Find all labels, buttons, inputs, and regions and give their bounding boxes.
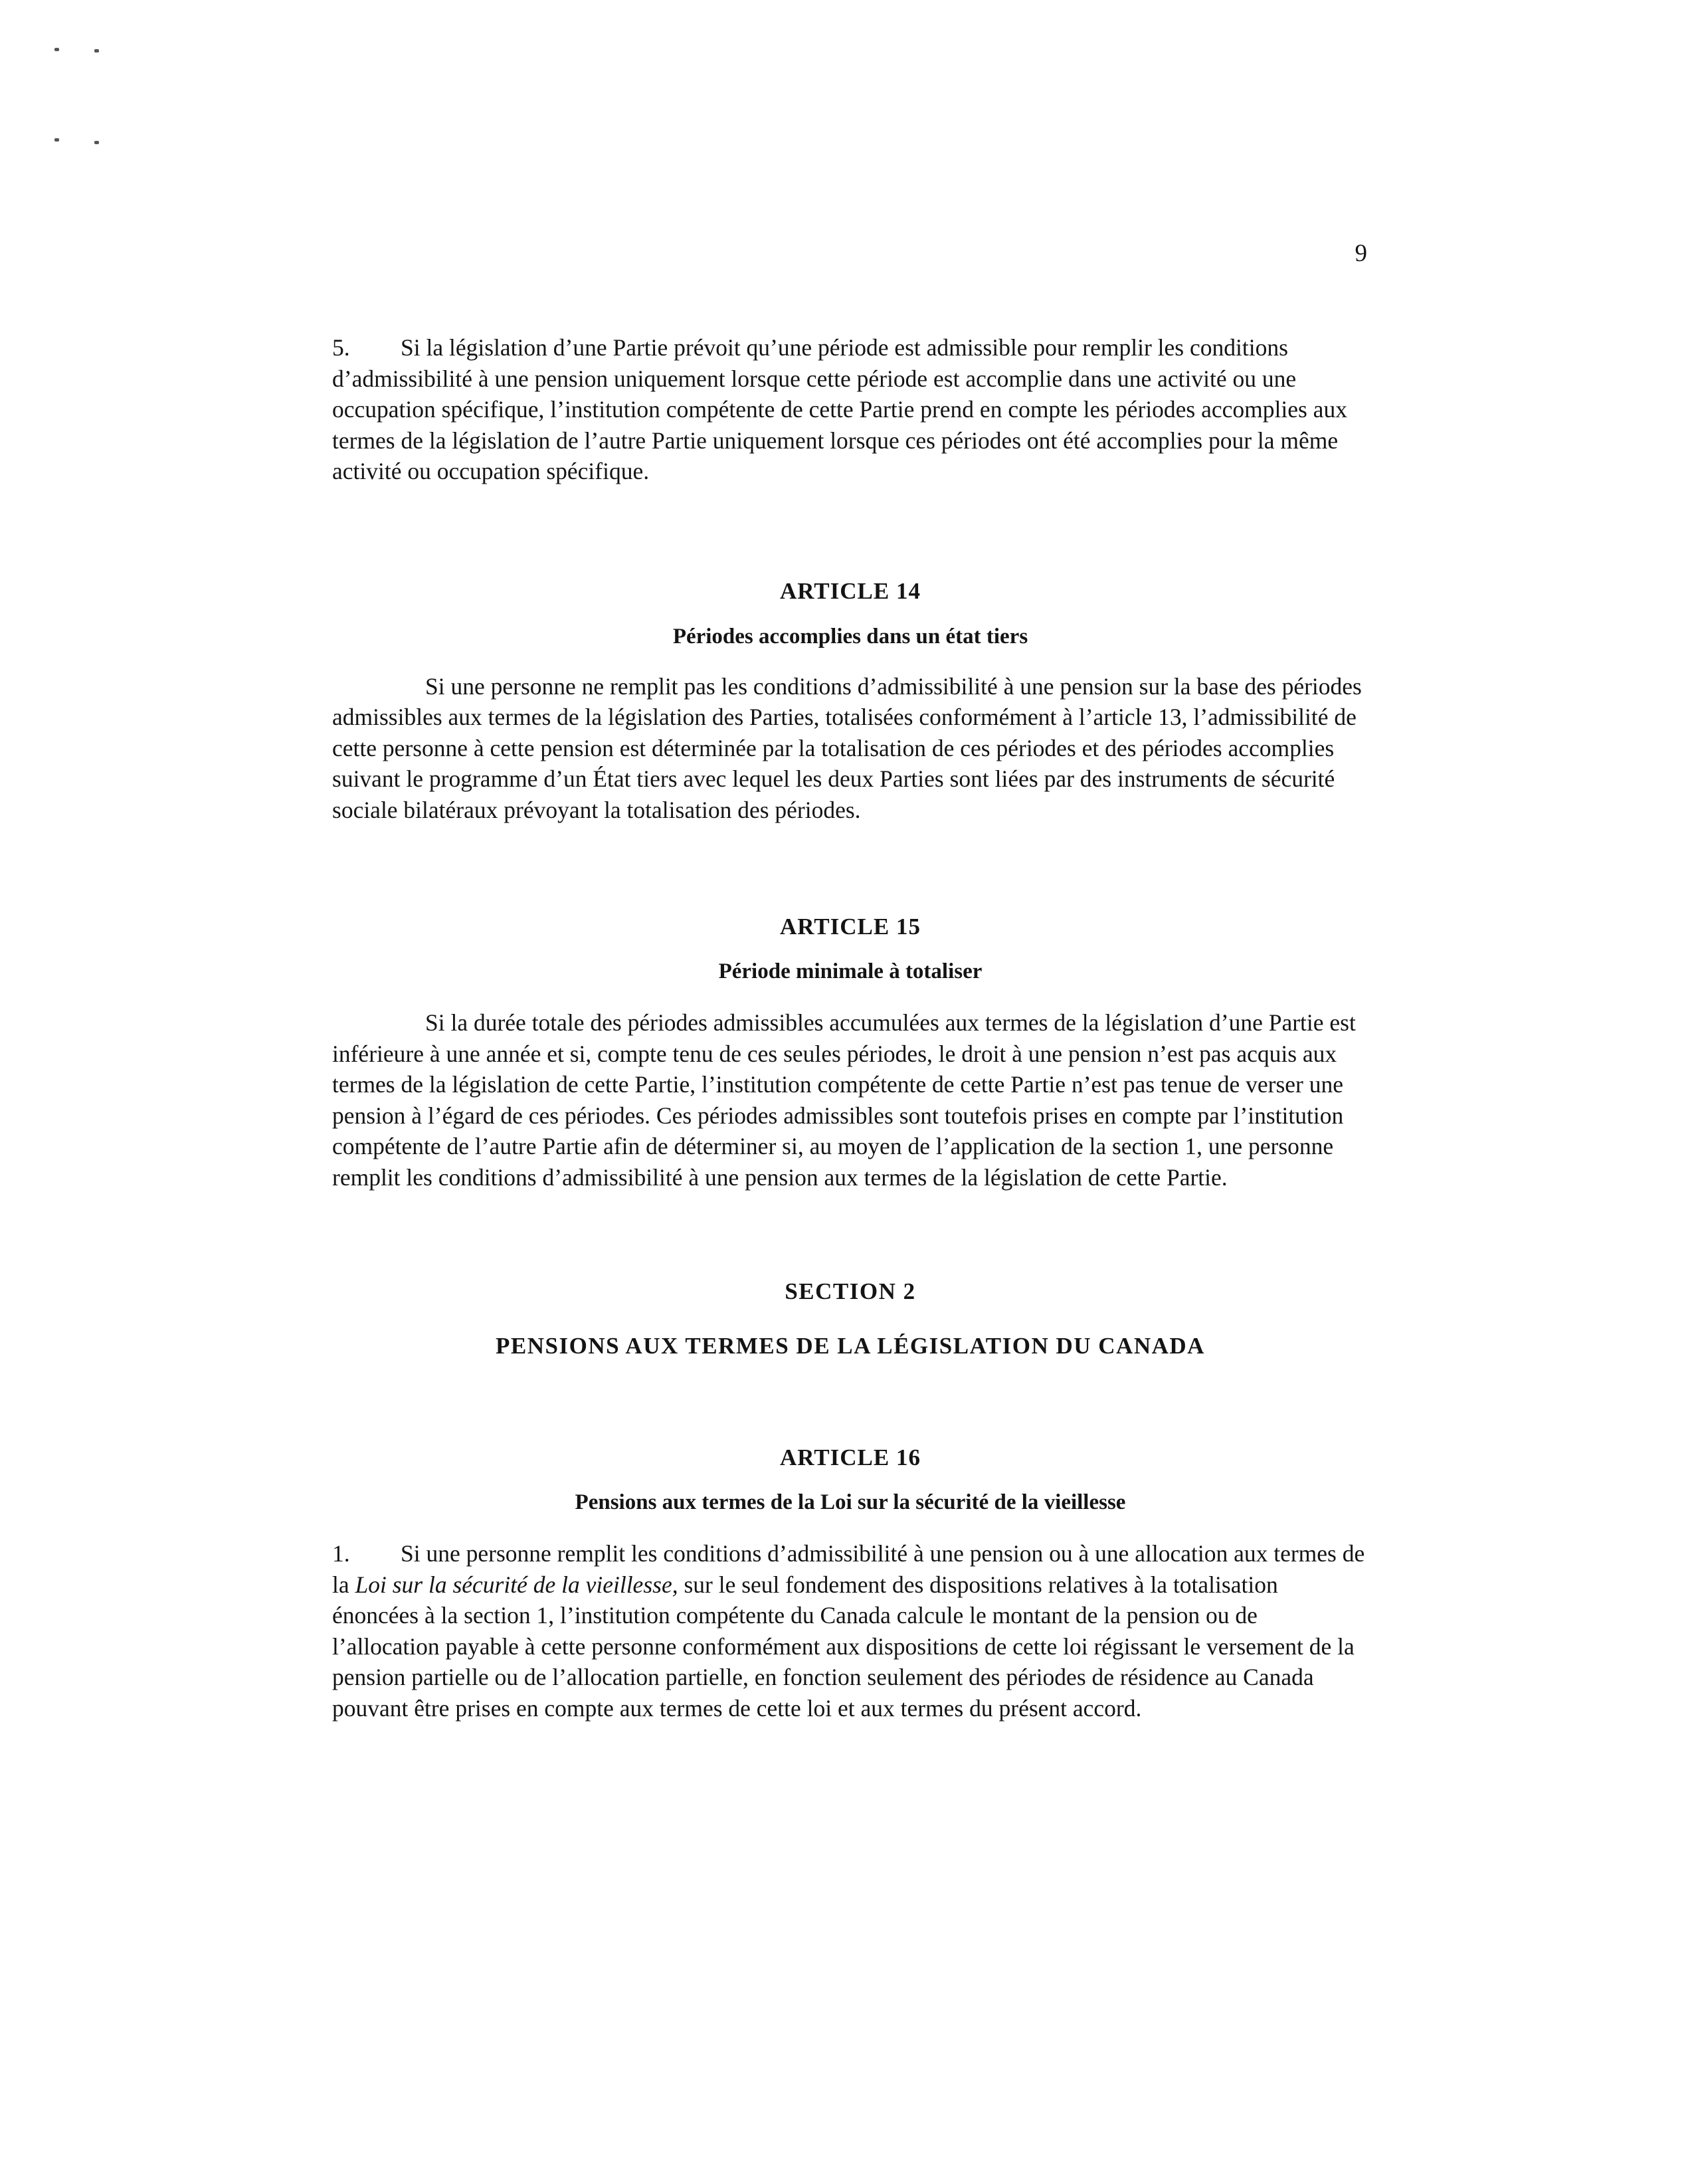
statute-title: Loi sur la sécurité de la vieillesse, — [355, 1571, 678, 1598]
paragraph-text-end: sur le seul fondement des dispositions relatives à la totalisation énoncées à la section 1, l’institution compétente du Canada calcule le montant de la pension ou de l’allocation payable à cette personne conformément aux dispositions de cette loi régissant le versement de la pension partielle ou de l’allocation partielle, en fonction seulement des périodes de résidence au Canada pouvant être prises en compte aux termes de cette loi et aux termes du présent accord. — [332, 1571, 1355, 1722]
scan-speck — [94, 49, 99, 52]
page-number: 9 — [1355, 240, 1367, 267]
paragraph-text-start: Si une personne remplit les conditions d’admissibilité à une pension ou à une allocation aux termes de la — [332, 1540, 1365, 1598]
section-2-heading: SECTION 2 — [785, 1278, 916, 1304]
article-14-body: Si une personne ne remplit pas les conditions d’admissibilité à une pension sur la base des périodes admissibles aux termes de la législation des Parties, totalisées conformément à l’article 13, l’admissibilité de cette personne à cette pension est déterminée par la totalisation de ces périodes et des périodes accomplies suivant le programme d’un État tiers avec lequel les deux Parties sont liées par des instruments de sécurité sociale bilatéraux prévoyant la totalisation des périodes. — [332, 672, 1362, 823]
article-14-title: Périodes accomplies dans un état tiers — [672, 624, 1028, 648]
section-2-title: PENSIONS AUX TERMES DE LA LÉGISLATION DU CANADA — [496, 1333, 1205, 1359]
paragraph-number: 5. — [332, 334, 350, 361]
article-15-body: Si la durée totale des périodes admissibles accumulées aux termes de la législation d’une Partie est inférieure à une année et si, compte tenu de ces seules périodes, le droit à une pension n’est pas acquis aux termes de la législation de cette Partie, l’institution compétente de cette Partie n’est pas tenue de verser une pension à l’égard de ces périodes. Ces périodes admissibles sont toutefois prises en compte par l’institution compétente de l’autre Partie afin de déterminer si, au moyen de l’application de la section 1, une personne remplit les conditions d’admissibilité à une pension aux termes de la législation de cette Partie. — [332, 1009, 1356, 1191]
article13-paragraph-5 — [332, 332, 1368, 487]
paragraph-number: 1. — [332, 1540, 350, 1567]
scan-speck — [54, 48, 59, 51]
scan-speck — [94, 141, 99, 144]
article-15-heading: ARTICLE 15 — [779, 914, 921, 940]
scan-speck — [54, 138, 59, 142]
document-body — [332, 332, 1368, 1724]
article-15-title: Période minimale à totaliser — [718, 959, 983, 983]
article16-paragraph-1 — [332, 1538, 1368, 1724]
article-16-heading: ARTICLE 16 — [779, 1444, 921, 1470]
paragraph-text: Si la législation d’une Partie prévoit qu’une période est admissible pour remplir les conditions d’admissibilité à une pension uniquement lorsque cette période est accomplie dans une activité ou une occupation spécifique, l’institution compétente de cette Partie prend en compte les périodes accomplies aux termes de la législation de l’autre Partie uniquement lorsque ces périodes ont été accomplies pour la même activité ou occupation spécifique. — [332, 334, 1347, 484]
article-14-heading: ARTICLE 14 — [779, 577, 921, 604]
article-16-title: Pensions aux termes de la Loi sur la sécurité de la vieillesse — [575, 1490, 1126, 1514]
